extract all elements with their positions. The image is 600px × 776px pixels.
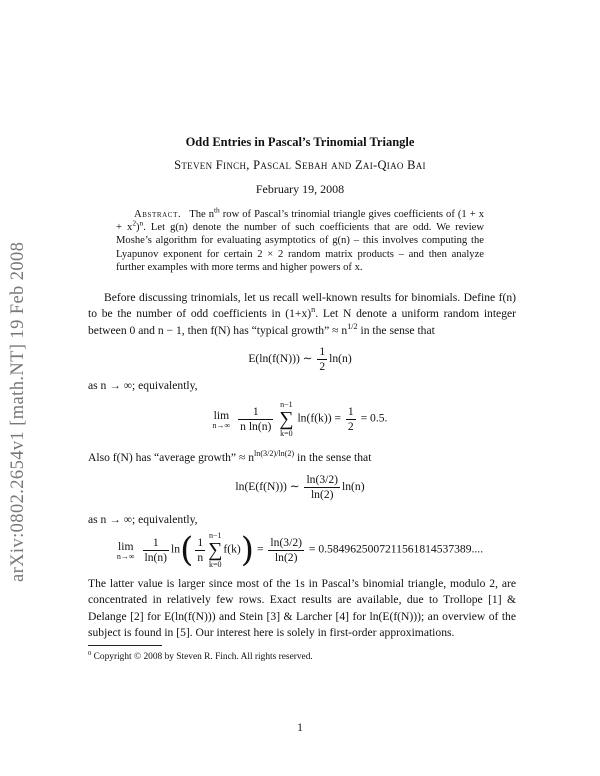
intro-sup-half: 1/2 bbox=[347, 321, 358, 331]
equation-2 bbox=[0, 400, 600, 438]
eq2-lim-sub: n→∞ bbox=[212, 420, 231, 430]
eq3-rhs: ln(n) bbox=[342, 480, 365, 494]
eq4-ln: ln bbox=[171, 542, 181, 556]
eq2-fraction bbox=[238, 405, 273, 434]
eq3-num: ln(3/2) bbox=[306, 473, 339, 486]
eq4-ratio-num: ln(3/2) bbox=[270, 535, 302, 549]
eq4-sum-bot: k=0 bbox=[209, 560, 222, 569]
avg-sup: ln(3/2)/ln(2) bbox=[254, 449, 295, 459]
equation-3 bbox=[0, 473, 600, 502]
eq3-fraction bbox=[304, 473, 340, 502]
intro-text-c: in the sense that bbox=[357, 323, 435, 337]
intro-text-a: Before discussing trinomials, let us recall well-known results for binomials. Define f(n) to be the number of odd coefficients in (1+x) bbox=[88, 291, 516, 321]
eq2-den: n ln(n) bbox=[240, 419, 272, 433]
eq4-equals: = bbox=[256, 542, 264, 556]
eq4-inner-fraction bbox=[195, 536, 205, 565]
eq4-sum: n−1 ∑ k=0 bbox=[208, 531, 223, 569]
eq2-num: 1 bbox=[238, 405, 273, 420]
eq4-lim bbox=[117, 540, 135, 561]
as-n-text-1: as n → ∞; equivalently, bbox=[88, 379, 198, 392]
eq4-lim-word: lim bbox=[118, 539, 134, 553]
page-number: 1 bbox=[297, 721, 303, 734]
footnote-rule bbox=[88, 645, 162, 646]
paper-authors: Steven Finch, Pascal Sebah and Zai-Qiao Bai bbox=[174, 158, 426, 172]
abstract-text-3: ) bbox=[136, 222, 140, 234]
abstract-sup-th: th bbox=[214, 205, 220, 215]
equation-4: lim n→∞ $\frac{1}{\ln(n)}$ ln( $\frac{1}{n}$ n−1 ∑ k=0 f(k)) = $\frac{\ln(3/2)}{\ln(2)}$ = 0.5849625007211561814537389.... bbox=[116, 530, 484, 570]
intro-paragraph bbox=[88, 290, 516, 339]
eq4-num: 1 bbox=[143, 536, 170, 551]
abstract-text-2: row of Pascal’s trinomial triangle gives coefficients of (1 + x + x bbox=[116, 209, 484, 234]
abstract-sup-n: n bbox=[139, 218, 144, 228]
paper-date: February 19, 2008 bbox=[255, 182, 345, 196]
footnote-text: Copyright © 2008 by Steven R. Finch. All rights reserved. bbox=[93, 652, 313, 662]
eq4-lim-sub: n→∞ bbox=[116, 551, 135, 561]
eq1-den: 2 bbox=[319, 360, 326, 373]
eq2-sum-top: n−1 bbox=[280, 400, 293, 409]
abstract bbox=[116, 205, 484, 274]
arxiv-identifier: arXiv:0802.2654v1 [math.NT] 19 Feb 2008 bbox=[8, 241, 28, 582]
intro-sup-n: n bbox=[311, 305, 316, 315]
eq4-sum-top: n−1 bbox=[209, 531, 222, 540]
eq4-ratio bbox=[268, 536, 304, 565]
abstract-label: Abstract. bbox=[134, 209, 182, 220]
average-growth-text bbox=[88, 450, 516, 466]
eq1-rhs: ln(n) bbox=[329, 352, 352, 366]
eq4-value: = 0.5849625007211561814537389.... bbox=[308, 542, 484, 556]
paper-title: Odd Entries in Pascal’s Trinomial Triangle bbox=[185, 135, 415, 149]
eq2-half bbox=[346, 405, 356, 434]
intro-text-b: . Let N denote a uniform random integer between 0 and n − 1, then f(N) has “typical growth” ≈ n bbox=[88, 307, 517, 337]
eq3-lhs: ln(E(f(N))) ∼ bbox=[235, 480, 300, 494]
abstract-sup-2: 2 bbox=[132, 218, 137, 228]
binomial-summary-paragraph: The latter value is larger since most of the 1s in Pascal’s binomial triangle, modulo 2, are concentrated in relatively few rows. Exact results are available, due to Trollope [1] & Delange [2] for E(ln(f(N))) and Stein [3] & Larcher [4] for ln(E(f(N))); an overview of the subject is found in [5]. Our interest here is solely in first-order approximations. bbox=[88, 577, 516, 639]
eq4-den: ln(n) bbox=[144, 550, 168, 564]
eq2-sum-bot: k=0 bbox=[280, 429, 293, 438]
eq2-sum: n−1 ∑ k=0 bbox=[279, 400, 294, 438]
equation-1 bbox=[0, 345, 600, 374]
eq2-lim-word: lim bbox=[213, 408, 230, 422]
footnote-mark: 0 bbox=[88, 649, 92, 657]
avg-text-b: in the sense that bbox=[294, 451, 372, 464]
eq4-fraction bbox=[143, 536, 170, 565]
abstract-text-4: . Let g(n) denote the number of such coefficients that are odd. We review Moshe’s algorithm for evaluating asymptotics of g(n) – this involves computing the Lyapunov exponent for certain 2 × 2 random matrix products – and then analyze further examples with more terms and higher powers of x. bbox=[116, 222, 484, 273]
eq2-lim bbox=[213, 409, 231, 430]
abstract-text-1: The n bbox=[189, 209, 214, 220]
eq4-term: f(k) bbox=[223, 542, 241, 556]
eq4-ratio-den: ln(2) bbox=[274, 550, 298, 564]
eq4-inner-den: n bbox=[197, 550, 204, 564]
avg-text-a: Also f(N) has “average growth” ≈ n bbox=[88, 451, 255, 464]
eq1-lhs: E(ln(f(N))) ∼ bbox=[248, 352, 313, 366]
copyright-footnote bbox=[88, 649, 518, 662]
eq1-num: 1 bbox=[319, 345, 326, 358]
eq2-half-num: 1 bbox=[347, 404, 354, 418]
eq2-value: = 0.5. bbox=[360, 411, 388, 425]
as-n-text-2: as n → ∞; equivalently, bbox=[88, 513, 198, 526]
eq3-den: ln(2) bbox=[310, 488, 334, 501]
eq2-half-den: 2 bbox=[347, 419, 354, 433]
eq2-term: ln(f(k)) = bbox=[297, 411, 342, 425]
eq1-fraction bbox=[317, 345, 327, 374]
eq4-inner-num: 1 bbox=[197, 535, 204, 549]
